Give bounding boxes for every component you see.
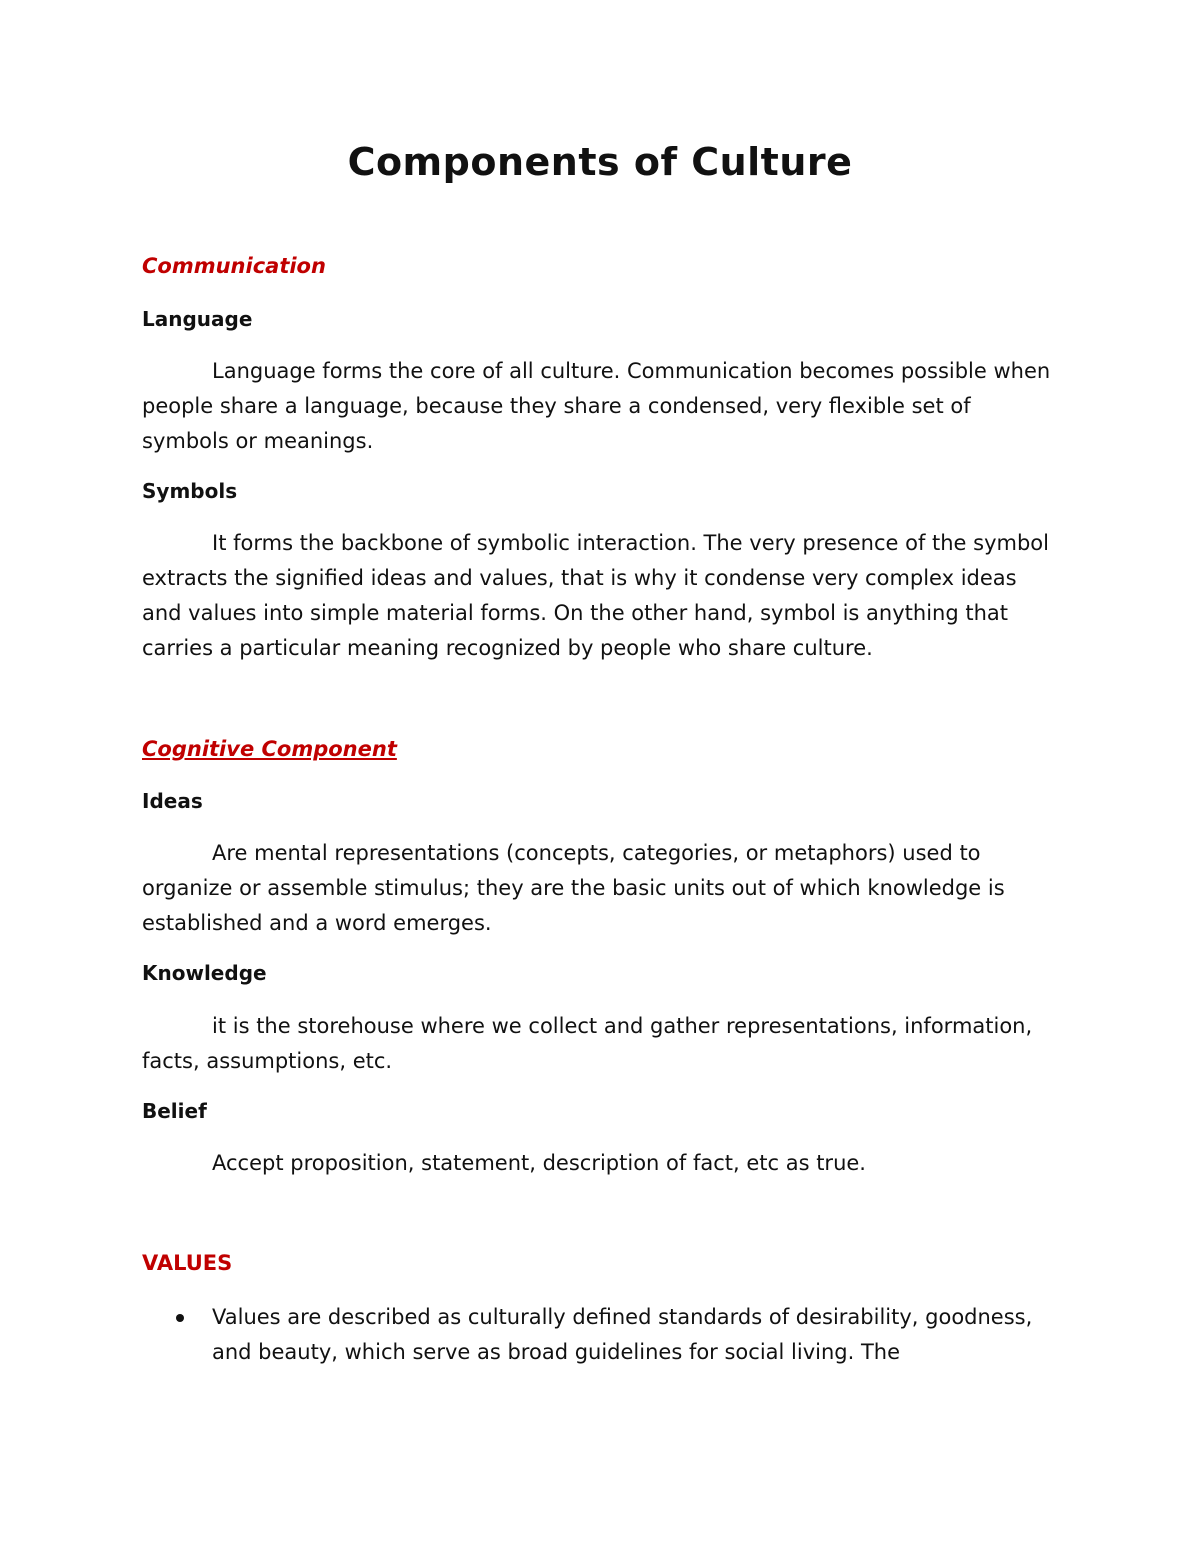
values-bullet-list (142, 1300, 1042, 1370)
paragraph-belief: Accept proposition, statement, description of fact, etc as true. (212, 1151, 866, 1175)
section-heading-communication: Communication (142, 254, 326, 278)
paragraph-symbols: It forms the backbone of symbolic interaction. The very presence of the symbol extracts the signified ideas and values, that is why it condense very complex ideas and values into simple material forms. On the other hand, symbol is anything that carries a particular meaning recognized by people who share culture. (142, 531, 1049, 660)
document-title: Components of Culture (347, 140, 853, 184)
subheading-knowledge: Knowledge (142, 961, 267, 985)
bullet-text: Values are described as culturally defined standards of desirability, goodness, and beauty, which serve as broad guidelines for social living. The (212, 1305, 1033, 1364)
paragraph-language: Language forms the core of all culture. Communication becomes possible when people share a language, because they share a condensed, very flexible set of symbols or meanings. (142, 359, 1051, 453)
section-heading-values: VALUES (142, 1251, 233, 1275)
section-heading-cognitive-component: Cognitive Component (142, 737, 397, 761)
subheading-language: Language (142, 307, 253, 331)
list-item (142, 1300, 1042, 1370)
paragraph-ideas: Are mental representations (concepts, categories, or metaphors) used to organize or assemble stimulus; they are the basic units out of which knowledge is established and a word emerges. (142, 841, 1005, 935)
subheading-symbols: Symbols (142, 479, 238, 503)
bullet-icon (176, 1314, 184, 1322)
subheading-ideas: Ideas (142, 789, 203, 813)
paragraph-knowledge: it is the storehouse where we collect and gather representations, information, facts, assumptions, etc. (142, 1014, 1033, 1073)
subheading-belief: Belief (142, 1099, 207, 1123)
